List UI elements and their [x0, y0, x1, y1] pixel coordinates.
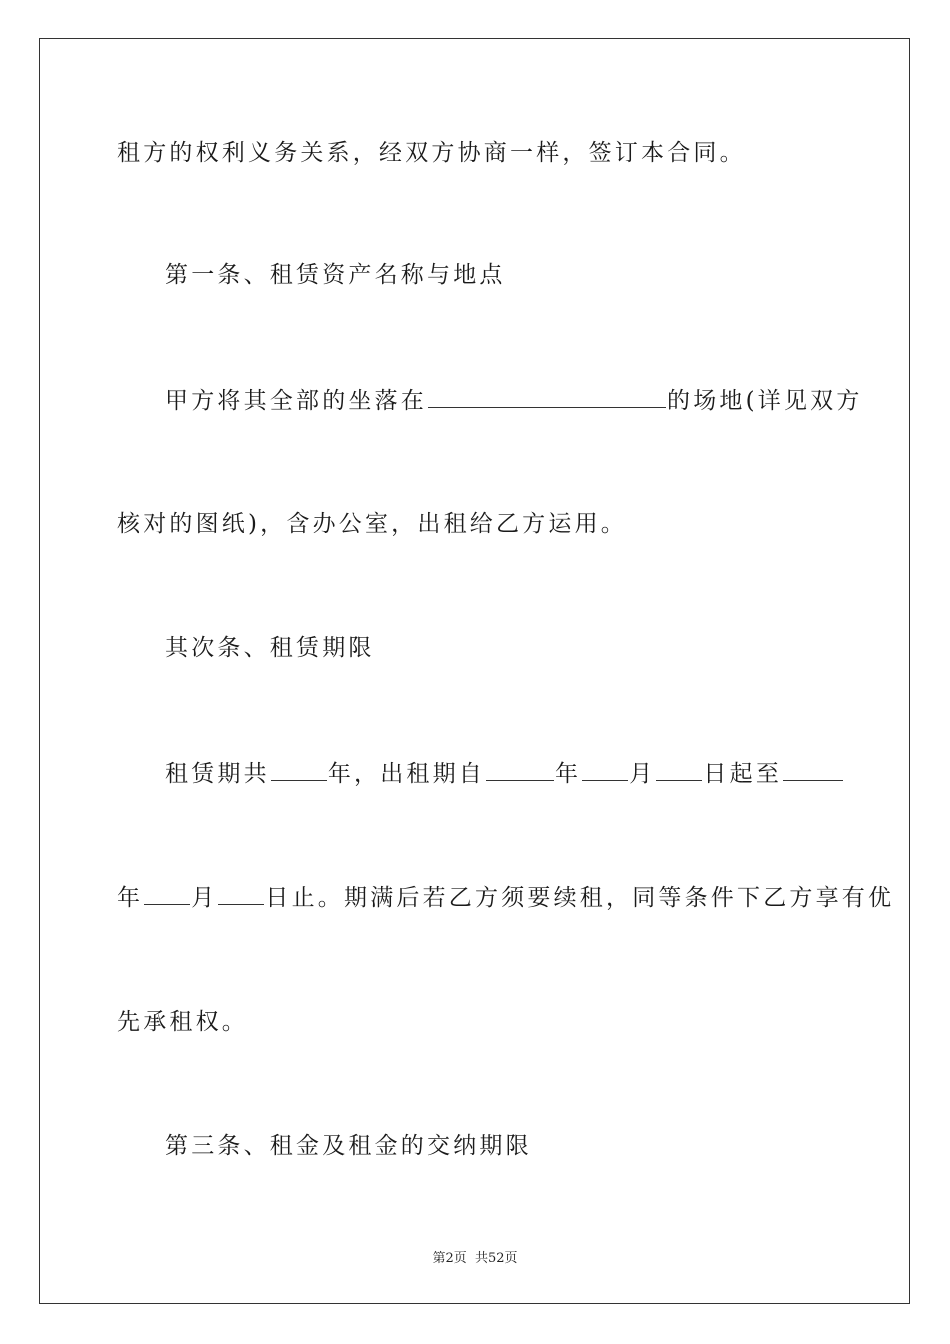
text-run: 第三条、租金及租金的交纳期限 — [165, 1133, 532, 1159]
paragraph-line — [165, 385, 863, 416]
page-number: 第2页 — [432, 1251, 467, 1266]
fill-in-blank-start-month[interactable] — [582, 758, 628, 781]
paragraph-line — [117, 1007, 248, 1037]
text-run: 租方的权利义务关系，经双方协商一样，签订本合同。 — [117, 140, 746, 166]
page-border — [39, 38, 910, 1304]
text-run: 租赁期共 — [165, 761, 270, 787]
section-heading-2 — [165, 633, 375, 663]
fill-in-blank-end-month[interactable] — [144, 882, 190, 905]
paragraph-line — [117, 138, 746, 168]
fill-in-blank-end-year[interactable] — [783, 758, 843, 781]
paragraph-line — [165, 758, 844, 789]
text-run: 日止。期满后若乙方须要续租，同等条件下乙方享有优 — [265, 885, 895, 911]
fill-in-blank-start-year[interactable] — [486, 758, 554, 781]
section-heading-1 — [165, 260, 506, 290]
fill-in-blank-end-day[interactable] — [218, 882, 264, 905]
text-run: 核对的图纸)，含办公室，出租给乙方运用。 — [117, 511, 627, 537]
paragraph-line — [117, 882, 894, 913]
text-run: 第一条、租赁资产名称与地点 — [165, 262, 506, 288]
text-run: 年 — [117, 885, 144, 911]
page-footer — [0, 1247, 950, 1266]
text-run: 先承租权。 — [117, 1009, 248, 1035]
paragraph-line — [117, 509, 627, 539]
text-run: 的场地(详见双方 — [667, 388, 863, 414]
text-run: 年 — [555, 761, 582, 787]
text-run: 日起至 — [703, 761, 783, 787]
section-heading-3 — [165, 1131, 532, 1161]
text-run: 年，出租期自 — [327, 761, 486, 787]
fill-in-blank-years[interactable] — [271, 758, 327, 781]
text-run: 月 — [191, 885, 218, 911]
text-run: 甲方将其全部的坐落在 — [165, 388, 427, 414]
text-run: 月 — [629, 761, 656, 787]
total-pages: 共52页 — [474, 1251, 518, 1266]
text-run: 其次条、租赁期限 — [165, 635, 375, 661]
fill-in-blank-start-day[interactable] — [656, 758, 702, 781]
fill-in-blank-location[interactable] — [428, 385, 666, 408]
